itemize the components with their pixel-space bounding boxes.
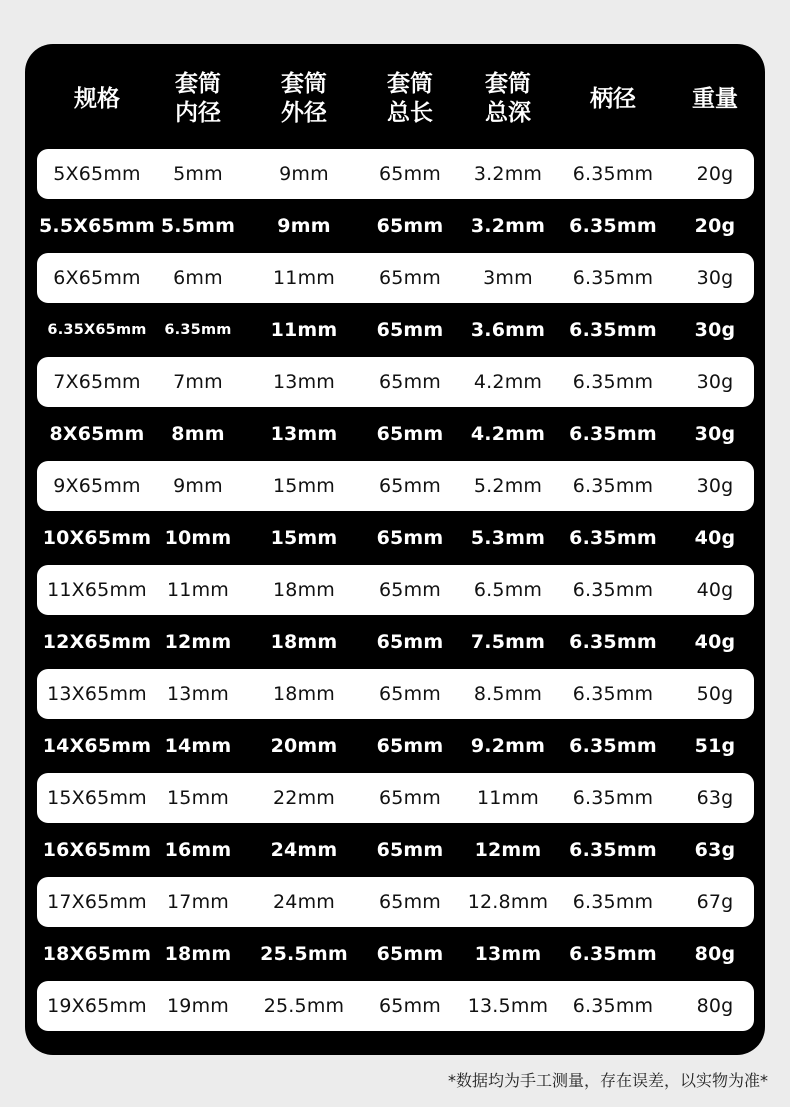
cell-weight: 51g <box>694 735 736 757</box>
table-row <box>0 877 790 927</box>
cell-total-length: 65mm <box>376 527 444 549</box>
cell-outer-diameter: 11mm <box>270 319 338 341</box>
cell-inner-diameter: 17mm <box>167 891 229 913</box>
cell-inner-diameter: 19mm <box>167 995 229 1017</box>
cell-outer-diameter: 15mm <box>270 527 338 549</box>
table-row <box>0 773 790 823</box>
cell-inner-diameter: 7mm <box>173 371 223 393</box>
table-row <box>0 357 790 407</box>
cell-spec: 13X65mm <box>47 683 147 705</box>
cell-total-length: 65mm <box>379 163 441 185</box>
cell-weight: 30g <box>694 319 736 341</box>
header-weight: 重量 <box>692 85 738 112</box>
cell-total-length: 65mm <box>379 475 441 497</box>
cell-weight: 30g <box>696 267 734 289</box>
cell-spec: 5X65mm <box>53 163 141 185</box>
cell-shank-diameter: 6.35mm <box>572 683 654 705</box>
table-row <box>0 305 790 355</box>
cell-outer-diameter: 18mm <box>273 579 335 601</box>
cell-total-length: 65mm <box>379 891 441 913</box>
header-inner-diameter: 套筒 内径 <box>175 71 221 126</box>
cell-spec: 12X65mm <box>42 631 152 653</box>
cell-weight: 67g <box>696 891 734 913</box>
cell-shank-diameter: 6.35mm <box>572 267 654 289</box>
cell-total-depth: 11mm <box>477 787 539 809</box>
header-total-depth: 套筒 总深 <box>485 71 531 126</box>
cell-outer-diameter: 20mm <box>270 735 338 757</box>
table-row <box>0 253 790 303</box>
cell-shank-diameter: 6.35mm <box>569 943 657 965</box>
header-spec: 规格 <box>74 85 120 112</box>
cell-shank-diameter: 6.35mm <box>572 995 654 1017</box>
cell-inner-diameter: 18mm <box>164 943 232 965</box>
cell-outer-diameter: 18mm <box>273 683 335 705</box>
cell-spec: 10X65mm <box>42 527 152 549</box>
cell-weight: 80g <box>696 995 734 1017</box>
cell-total-length: 65mm <box>379 371 441 393</box>
cell-shank-diameter: 6.35mm <box>569 839 657 861</box>
cell-shank-diameter: 6.35mm <box>569 215 657 237</box>
header-shank-diameter: 柄径 <box>590 85 636 112</box>
cell-spec: 6X65mm <box>53 267 141 289</box>
cell-shank-diameter: 6.35mm <box>569 735 657 757</box>
cell-inner-diameter: 13mm <box>167 683 229 705</box>
cell-spec: 6.35X65mm <box>47 322 147 338</box>
cell-weight: 50g <box>696 683 734 705</box>
cell-spec: 19X65mm <box>47 995 147 1017</box>
cell-shank-diameter: 6.35mm <box>572 475 654 497</box>
cell-spec: 17X65mm <box>47 891 147 913</box>
cell-inner-diameter: 5.5mm <box>160 215 236 237</box>
cell-weight: 20g <box>696 163 734 185</box>
table-row <box>0 721 790 771</box>
cell-total-depth: 13.5mm <box>467 995 549 1017</box>
table-row <box>0 617 790 667</box>
cell-inner-diameter: 15mm <box>167 787 229 809</box>
cell-total-depth: 5.3mm <box>470 527 546 549</box>
cell-spec: 16X65mm <box>42 839 152 861</box>
cell-total-length: 65mm <box>376 943 444 965</box>
cell-inner-diameter: 6mm <box>173 267 223 289</box>
cell-shank-diameter: 6.35mm <box>572 579 654 601</box>
cell-inner-diameter: 6.35mm <box>164 322 232 338</box>
cell-inner-diameter: 9mm <box>173 475 223 497</box>
cell-outer-diameter: 9mm <box>277 215 331 237</box>
header-total-length: 套筒 总长 <box>387 71 433 126</box>
cell-weight: 40g <box>696 579 734 601</box>
table-row <box>0 409 790 459</box>
cell-total-length: 65mm <box>376 423 444 445</box>
cell-inner-diameter: 8mm <box>171 423 225 445</box>
cell-total-length: 65mm <box>379 995 441 1017</box>
cell-shank-diameter: 6.35mm <box>572 371 654 393</box>
cell-total-depth: 12.8mm <box>467 891 549 913</box>
cell-spec: 14X65mm <box>42 735 152 757</box>
cell-total-depth: 3mm <box>483 267 533 289</box>
cell-shank-diameter: 6.35mm <box>572 891 654 913</box>
cell-total-depth: 7.5mm <box>470 631 546 653</box>
cell-shank-diameter: 6.35mm <box>569 319 657 341</box>
cell-shank-diameter: 6.35mm <box>569 631 657 653</box>
cell-total-depth: 8.5mm <box>473 683 543 705</box>
cell-total-length: 65mm <box>376 215 444 237</box>
cell-total-length: 65mm <box>379 267 441 289</box>
cell-total-depth: 6.5mm <box>473 579 543 601</box>
cell-spec: 7X65mm <box>53 371 141 393</box>
cell-outer-diameter: 13mm <box>273 371 335 393</box>
cell-spec: 11X65mm <box>47 579 147 601</box>
cell-shank-diameter: 6.35mm <box>569 423 657 445</box>
measurement-footnote: *数据均为手工测量，存在误差，以实物为准* <box>447 1071 768 1090</box>
cell-outer-diameter: 11mm <box>273 267 335 289</box>
table-row <box>0 825 790 875</box>
cell-total-depth: 3.6mm <box>470 319 546 341</box>
cell-spec: 5.5X65mm <box>39 215 155 237</box>
cell-total-depth: 3.2mm <box>473 163 543 185</box>
table-row <box>0 201 790 251</box>
table-row <box>0 929 790 979</box>
cell-outer-diameter: 18mm <box>270 631 338 653</box>
cell-weight: 30g <box>694 423 736 445</box>
cell-total-length: 65mm <box>376 631 444 653</box>
cell-inner-diameter: 14mm <box>164 735 232 757</box>
cell-outer-diameter: 15mm <box>273 475 335 497</box>
cell-total-length: 65mm <box>376 839 444 861</box>
cell-outer-diameter: 24mm <box>273 891 335 913</box>
table-row <box>0 981 790 1031</box>
cell-weight: 40g <box>694 631 736 653</box>
table-header <box>0 68 790 130</box>
cell-inner-diameter: 5mm <box>173 163 223 185</box>
cell-total-length: 65mm <box>379 579 441 601</box>
cell-inner-diameter: 10mm <box>164 527 232 549</box>
cell-total-length: 65mm <box>376 735 444 757</box>
cell-total-depth: 9.2mm <box>470 735 546 757</box>
cell-weight: 20g <box>694 215 736 237</box>
cell-outer-diameter: 24mm <box>270 839 338 861</box>
cell-weight: 40g <box>694 527 736 549</box>
cell-weight: 63g <box>694 839 736 861</box>
cell-inner-diameter: 12mm <box>164 631 232 653</box>
cell-outer-diameter: 25.5mm <box>260 943 348 965</box>
cell-weight: 30g <box>696 371 734 393</box>
table-row <box>0 669 790 719</box>
cell-outer-diameter: 13mm <box>270 423 338 445</box>
cell-shank-diameter: 6.35mm <box>569 527 657 549</box>
cell-spec: 9X65mm <box>53 475 141 497</box>
cell-outer-diameter: 9mm <box>279 163 329 185</box>
cell-weight: 80g <box>694 943 736 965</box>
cell-total-length: 65mm <box>376 319 444 341</box>
table-row <box>0 513 790 563</box>
cell-shank-diameter: 6.35mm <box>572 163 654 185</box>
cell-total-depth: 4.2mm <box>470 423 546 445</box>
table-row <box>0 149 790 199</box>
cell-shank-diameter: 6.35mm <box>572 787 654 809</box>
table-row <box>0 461 790 511</box>
cell-total-depth: 4.2mm <box>473 371 543 393</box>
cell-total-depth: 5.2mm <box>473 475 543 497</box>
cell-spec: 18X65mm <box>42 943 152 965</box>
cell-total-length: 65mm <box>379 787 441 809</box>
cell-spec: 15X65mm <box>47 787 147 809</box>
cell-total-depth: 13mm <box>474 943 542 965</box>
cell-inner-diameter: 16mm <box>164 839 232 861</box>
table-row <box>0 565 790 615</box>
cell-weight: 63g <box>696 787 734 809</box>
cell-total-depth: 12mm <box>474 839 542 861</box>
cell-total-depth: 3.2mm <box>470 215 546 237</box>
cell-total-length: 65mm <box>379 683 441 705</box>
cell-spec: 8X65mm <box>49 423 145 445</box>
cell-outer-diameter: 22mm <box>273 787 335 809</box>
cell-inner-diameter: 11mm <box>167 579 229 601</box>
cell-outer-diameter: 25.5mm <box>263 995 345 1017</box>
cell-weight: 30g <box>696 475 734 497</box>
header-outer-diameter: 套筒 外径 <box>281 71 327 126</box>
